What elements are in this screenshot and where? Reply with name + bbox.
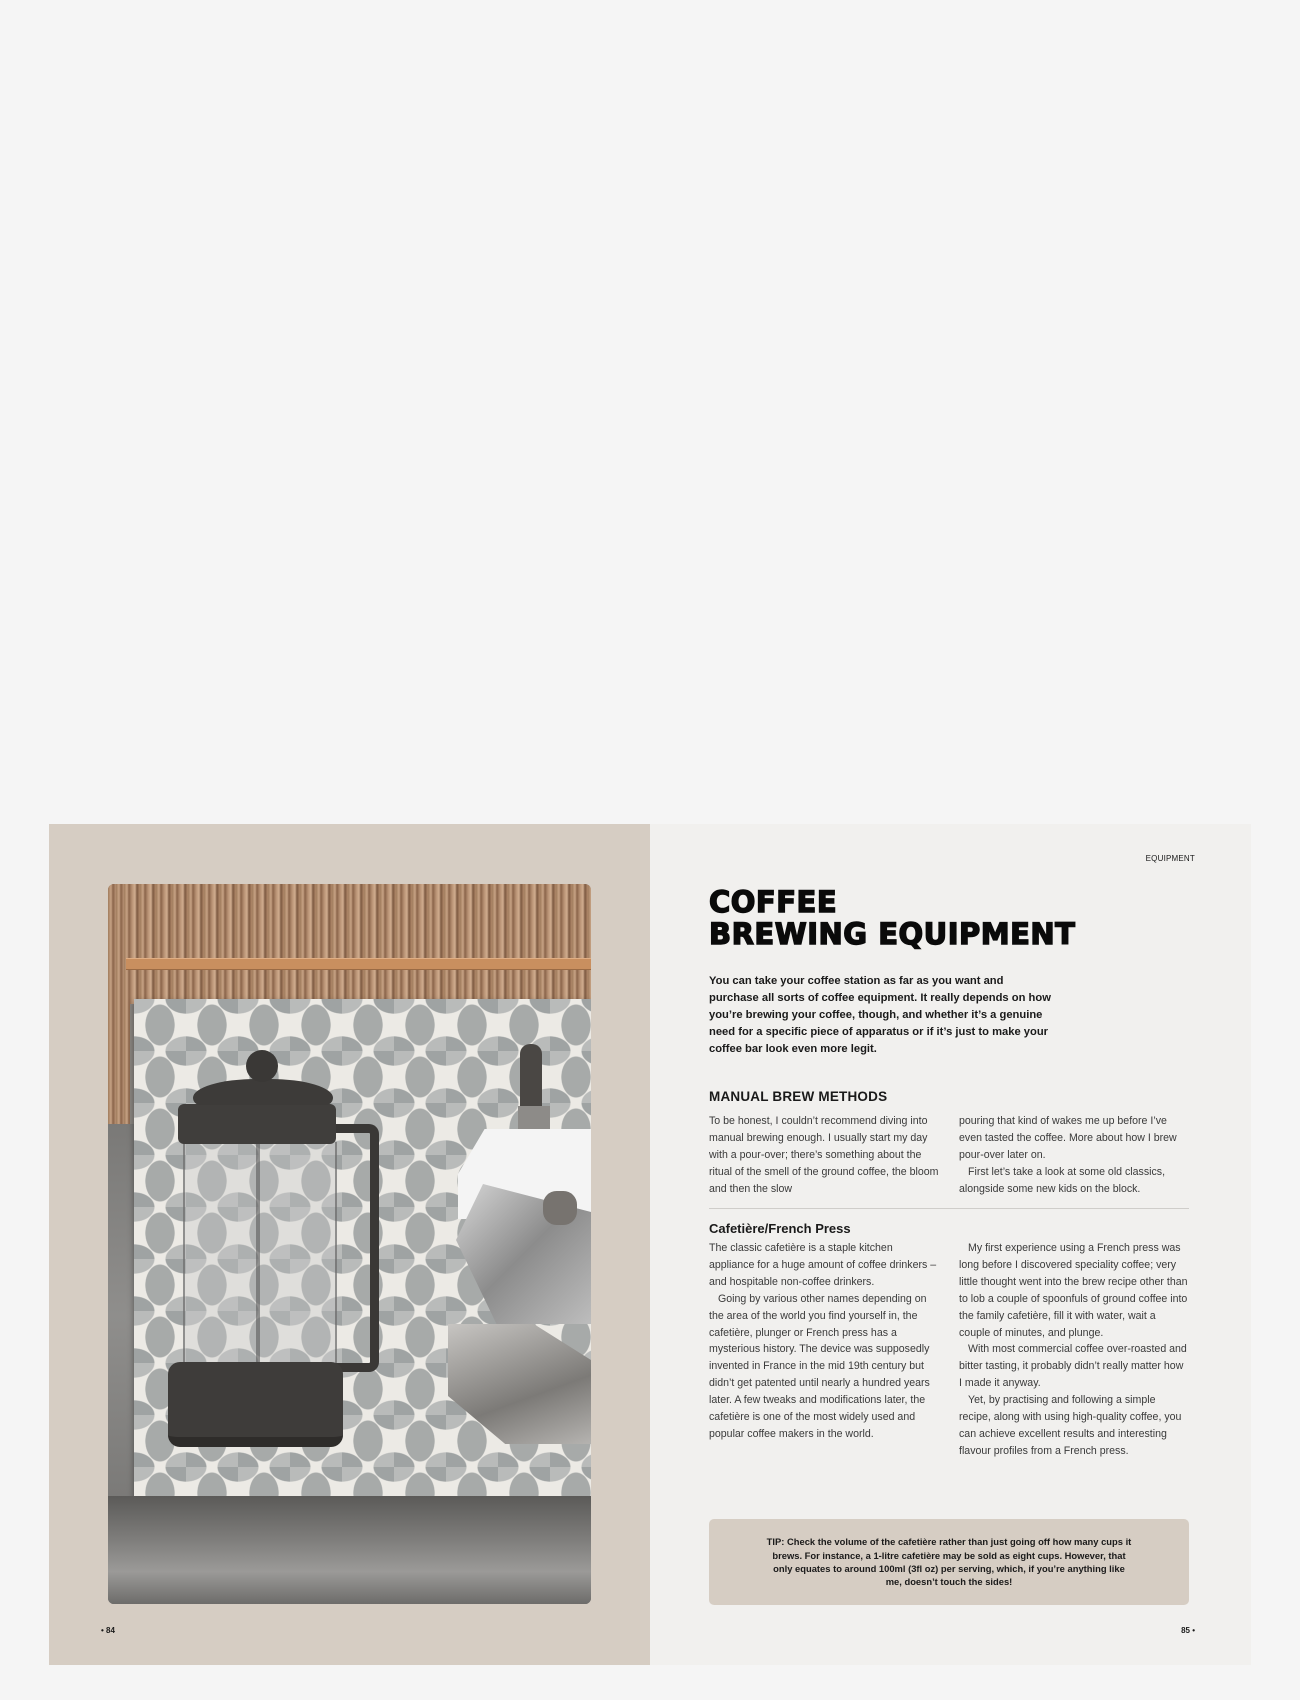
cafetiere-column-2: [959, 1240, 1189, 1460]
cafetiere-column-1: [709, 1240, 939, 1443]
tip-text: TIP: Check the volume of the cafetière rather than just going off how many cups it brews. For instance, a 1-litre cafetière may be sold as eight cups. However, that only equates to around 100ml (3fl oz) per serving, which, if you’re anything like me, doesn’t touch the sides!: [766, 1536, 1132, 1588]
running-head: EQUIPMENT: [1145, 854, 1195, 863]
french-press-base: [168, 1362, 343, 1447]
table-surface: [108, 1496, 591, 1604]
french-press-glass: [183, 1142, 337, 1392]
paragraph: With most commercial coffee over-roasted and bitter tasting, it probably didn’t really matter how I made it anyway.: [959, 1343, 1187, 1390]
wood-wall-edge: [108, 884, 130, 1134]
page-title: [709, 886, 1075, 950]
paragraph: Going by various other names depending on the area of the world you find yourself in, the cafetière, plunger or French press has a mysterious history. The device was supposedly invented in France in the mid 19th century but didn’t get patented until nearly a hundred years later. A few tweaks and modifications later, the cafetière is one of the most widely used and popular coffee makers in the world.: [709, 1292, 930, 1440]
paragraph: pouring that kind of wakes me up before I’ve even tasted the coffee. More about how I brew pour-over later on.: [959, 1115, 1177, 1161]
page-number-right: 85 •: [1181, 1626, 1195, 1635]
french-press-lid: [193, 1079, 333, 1105]
manual-brew-column-2: [959, 1113, 1189, 1198]
left-page: [49, 824, 650, 1665]
paragraph: The classic cafetière is a staple kitchen appliance for a huge amount of coffee drinkers – and hospitable non-coffee drinkers.: [709, 1242, 937, 1288]
book-spread: [49, 824, 1251, 1665]
paragraph: First let’s take a look at some old classics, alongside some new kids on the block.: [959, 1165, 1166, 1195]
intro-paragraph: You can take your coffee station as far as you want and purchase all sorts of coffee equipment. It really depends on how you’re brewing your coffee, though, and whether it’s a genuine need for a specific piece of apparatus or if it’s just to make your coffee bar look even more legit.: [709, 975, 1051, 1055]
wood-wall: [108, 884, 591, 1004]
french-press-handle: [330, 1124, 379, 1372]
manual-brew-column-1: [709, 1113, 939, 1198]
french-press-knob: [246, 1050, 278, 1082]
wooden-rail: [126, 958, 591, 970]
paragraph: To be honest, I couldn’t recommend diving into manual brewing enough. I usually start my day with a pour-over; there’s something about the ritual of the smell of the ground coffee, the bloom and then the slow: [709, 1115, 939, 1195]
section-divider: [709, 1208, 1189, 1209]
subheading-cafetiere: Cafetière/French Press: [709, 1221, 851, 1236]
tip-box: [709, 1519, 1189, 1605]
french-press-plunger-rod: [256, 1142, 260, 1372]
coffee-equipment-photo: [108, 884, 591, 1604]
page-number-left: • 84: [101, 1626, 115, 1635]
section-heading-manual-brew: MANUAL BREW METHODS: [709, 1089, 888, 1104]
title-line-2: BREWING EQUIPMENT: [709, 917, 1076, 951]
french-press-collar: [178, 1104, 336, 1144]
title-line-1: COFFEE: [709, 885, 838, 919]
paragraph: My first experience using a French press was long before I discovered speciality coffee; very little thought went into the brew recipe other than to lob a couple of spoonfuls of ground coffee into the family cafetière, fill it with water, wait a couple of minutes, and plunge.: [959, 1242, 1188, 1339]
right-page: [650, 824, 1251, 1665]
paragraph: Yet, by practising and following a simple recipe, along with using high-quality coffee, you can achieve excellent results and interesting flavour profiles from a French press.: [959, 1394, 1182, 1457]
moka-pot-knob: [543, 1191, 577, 1225]
